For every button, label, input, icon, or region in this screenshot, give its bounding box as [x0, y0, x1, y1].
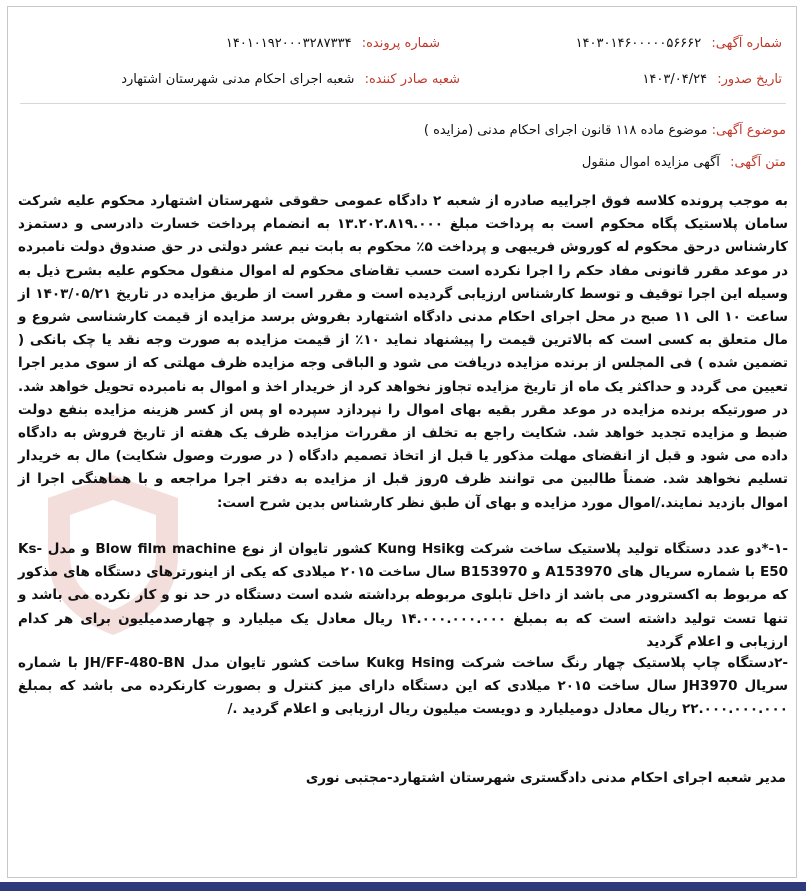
header-divider	[20, 103, 786, 104]
text-title: آگهی مزایده اموال منقول	[581, 155, 720, 170]
text-title-line	[582, 155, 786, 170]
ad-number-field	[576, 36, 782, 51]
signature: مدیر شعبه اجرای احکام مدنی دادگستری شهرستان اشتهارد-مجتبی نوری	[305, 770, 786, 786]
ad-number-label: شماره آگهی:	[711, 36, 782, 51]
issuer-label: شعبه صادر کننده:	[364, 72, 460, 87]
issuer-field	[121, 72, 460, 87]
issue-date-label: تاریخ صدور:	[717, 72, 782, 87]
issuer-value: شعبه اجرای احکام مدنی شهرستان اشتهارد	[121, 72, 355, 87]
notice-body: به موجب پرونده کلاسه فوق اجراییه صادره از شعبه ۲ دادگاه عمومی حقوقی شهرستان اشتهارد محکوم علیه شرکت سامان پلاستیک پگاه محکوم است به پرداخت مبلغ ۱۳.۲۰۲.۸۱۹.۰۰۰ به انضمام پرداخت خسارت دادرسی و دستمزد کارشناس درحق محکوم له کوروش فریبهی و پرداخت ۵٪ محکوم به بابت نیم عشر دولتی در حق صندوق دولت نامبرده در موعد مقرر قانونی مفاد حکم را اجرا نکرده است حسب تقاضای محکوم له اموال منقول محکوم علیه بشرح ذیل به وسیله این اجرا توقیف و توسط کارشناس ارزیابی گردیده است و مقرر است از طریق مزایده در تاریخ ۱۴۰۳/۰۵/۲۱ از ساعت ۱۰ الی ۱۱ صبح در محل اجرای احکام مدنی دادگاه اشتهارد بفروش برسد مزایده از قیمت کارشناسی شروع و مال متعلق به کسی است که بالاترین قیمت را پیشنهاد نماید ۱۰٪ از قیمت مزایده به صورت وجه نقد یا چک بانکی ( تضمین شده ) فی المجلس از برنده مزایده دریافت می شود و الباقی وجه مزایده ظرف مهلتی که از سوی مدیر اجرا تعیین می گردد و حداکثر یک ماه از تاریخ مزایده تجاوز نخواهد کرد از خریدار اخذ و اموال به نامبرده تحویل خواهد شد. در صورتیکه برنده مزایده در موعد مقرر بقیه بهای اموال را نپردازد سپرده او پس از کسر هزینه مزایده بنفع دولت ضبط و مزایده تجدید خواهد شد. شکایت راجع به تخلف از مقررات مزایده ظرف یک هفته از تاریخ فروش به دادگاه داده می شود و قبل از انقضای مهلت مذکور یا قبل از اتخاذ تصمیم دادگاه ( در صورت وصول شکایت) مال به خریدار تسلیم نخواهد شد. ضمناً طالبین می توانند ظرف ۵روز قبل از مزایده به دفتر اجرا مراجعه و با هماهنگی اجرا از اموال بازدید نمایند./اموال مورد مزایده و بهای آن طبق نظر کارشناس بدین شرح است:	[18, 193, 788, 511]
issue-date-field	[642, 72, 782, 87]
subject-value: موضوع ماده ۱۱۸ قانون اجرای احکام مدنی (مزایده )	[423, 123, 708, 138]
auction-item-1: -۱-*دو عدد دستگاه تولید پلاستیک ساخت شرکت Kung Hsikg کشور تایوان از نوع Blow film machine و مدل Ks-E50 با شماره سریال های A153970 و B153970 سال ساخت ۲۰۱۵ میلادی که یکی از اینورترهای دستگاه های مذکور که مربوط به اکسترودر می باشد از داخل تابلوی مربوطه برداشته شده است دستگاه در حد نو و کار نکرده می باشد و تنها تست تولید داشته است که به بمبلغ ۱۴.۰۰۰.۰۰۰.۰۰۰ ریال معادل یک میلیارد و چهارصدمیلیون برای هر کدام ارزیابی و اعلام گردید	[18, 541, 788, 650]
auction-item-2: -۲دستگاه چاپ پلاستیک چهار رنگ ساخت شرکت Kukg Hsing ساخت کشور تایوان مدل JH/FF-480-BN با شماره سریال JH3970 سال ساخت ۲۰۱۵ میلادی که این دستگاه دارای میز کنترل و بصورت کارنکرده می باشد که بمبلغ ۲۲.۰۰۰.۰۰۰.۰۰۰ ریال معادل دومیلیارد و دویست میلیون ریال ارزیابی و اعلام گردید ./	[18, 655, 788, 718]
case-number-value: ۱۴۰۱۰۱۹۲۰۰۰۳۲۸۷۳۳۴	[225, 36, 352, 51]
subject-label: موضوع آگهی:	[711, 123, 786, 138]
bottom-bar	[0, 882, 806, 891]
text-label: متن آگهی:	[730, 155, 786, 170]
issue-date-value: ۱۴۰۳/۰۴/۲۴	[642, 72, 708, 87]
case-number-label: شماره پرونده:	[361, 36, 440, 51]
case-number-field	[226, 36, 440, 51]
ad-number-value: ۱۴۰۳۰۱۴۶۰۰۰۰۰۵۶۶۶۲	[575, 36, 702, 51]
subject-line	[424, 123, 786, 138]
